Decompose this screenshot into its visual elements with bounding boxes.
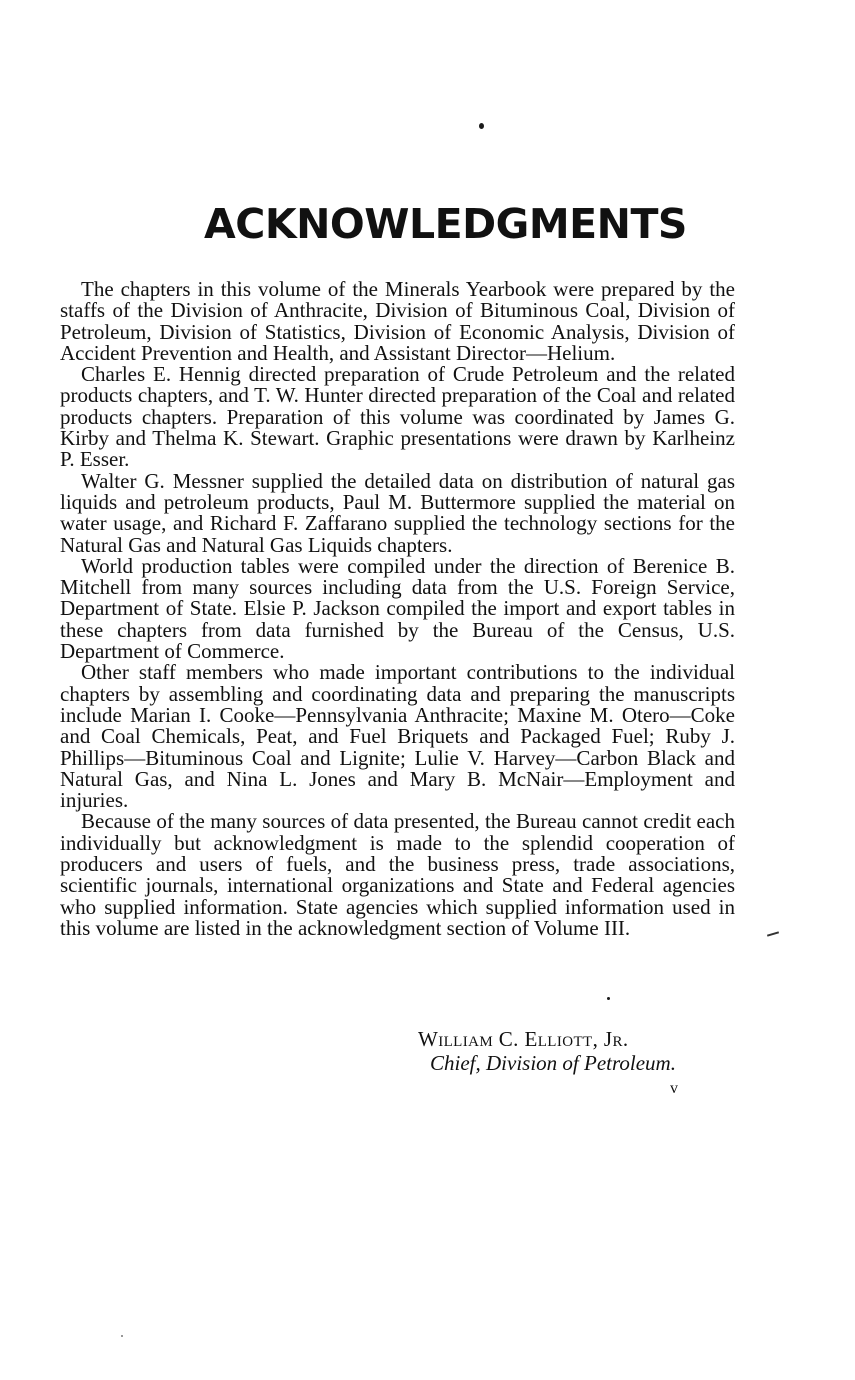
page-number: v — [670, 1080, 678, 1097]
page-title: ACKNOWLEDGMENTS — [204, 200, 687, 248]
paragraph-directors: Charles E. Hennig directed preparation of Crude Petroleum and the related products chapters, and T. W. Hunter directed preparation of the Coal and related products chapters. Preparation of this volume was coordinated by James G. Kirby and Thelma K. Stewart. Graphic presentations were drawn by Karlheinz P. Esser. — [60, 362, 735, 472]
ink-speck — [121, 1335, 123, 1337]
margin-mark — [767, 931, 779, 936]
paragraph-data-suppliers: Walter G. Messner supplied the detailed data on distribution of natural gas liquids and petroleum products, Paul M. Buttermore supplied the material on water usage, and Richard F. Zaffarano supplied the technology sections for the Natural Gas and Natural Gas Liquids chapters. — [60, 468, 735, 557]
paragraph-divisions: The chapters in this volume of the Minerals Yearbook were prepared by the staffs of the Division of Anthracite, Division of Bituminous Coal, Division of Petroleum, Division of Statistics, Division of Economic Analysis, Division of Accident Prevention and Health, and Assistant Director—Helium. — [60, 277, 735, 365]
paragraph-sources: Because of the many sources of data presented, the Bureau cannot credit each individually but acknowledgment is made to the splendid cooperation of producers and users of fuels, and the business press, trade associations, scientific journals, international organizations and State and Federal agencies who supplied information. State agencies which supplied information used in this volume are listed in the acknowledgment section of Volume III. — [60, 809, 735, 940]
signatory-name: William C. Elliott, Jr. — [418, 1027, 629, 1051]
ink-speck — [479, 123, 484, 129]
signature-block — [418, 1027, 738, 1075]
paragraph-staff-contributions: Other staff members who made important contributions to the individual chapters by assembling and coordinating data and preparing the manuscripts include Marian I. Cooke—Pennsylvania Anthracite; Maxine M. Otero—Coke and Coal Chemicals, Peat, and Fuel Briquets and Packaged Fuel; Ruby J. Phillips—Bituminous Coal and Lignite; Lulie V. Harvey—Carbon Black and Natural Gas, and Nina L. Jones and Mary B. McNair—Employment and injuries. — [60, 660, 735, 813]
paragraph-world-production: World production tables were compiled under the direction of Berenice B. Mitchell from many sources including data from the U.S. Foreign Service, Department of State. Elsie P. Jackson compiled the import and export tables in these chapters from data furnished by the Bureau of the Census, U.S. Department of Commerce. — [60, 553, 735, 664]
acknowledgments-body — [60, 279, 735, 939]
signatory-title: Chief, Division of Petroleum. — [430, 1051, 676, 1075]
ink-speck — [607, 997, 610, 1000]
